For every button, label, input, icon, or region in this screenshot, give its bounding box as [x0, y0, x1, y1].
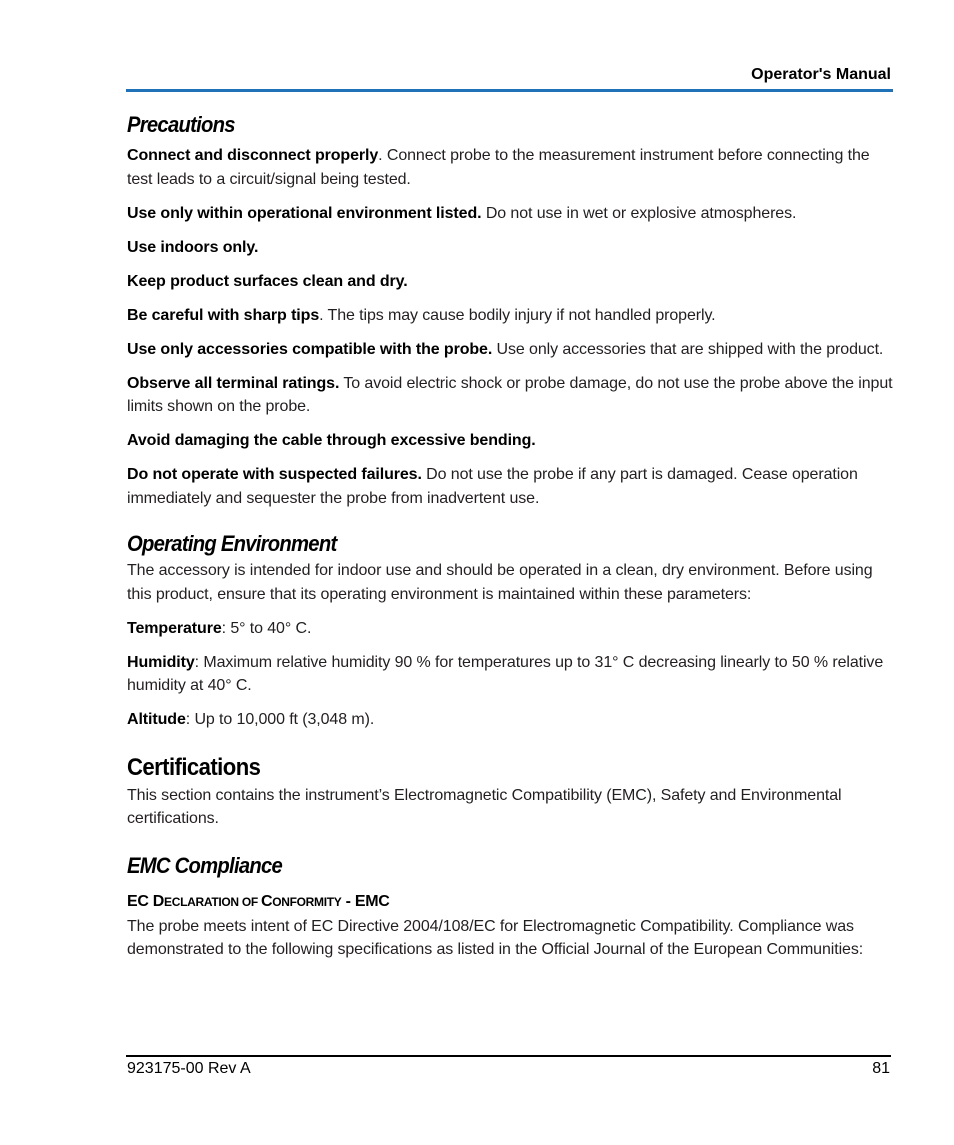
operating-environment-intro: The accessory is intended for indoor use and should be operated in a clean, dry environment. Before using this product, ensure that its operating environment is maintained within these parameters:: [127, 562, 873, 603]
item-text: : Up to 10,000 ft (3,048 m).: [185, 711, 375, 728]
footer-rule: [126, 1055, 891, 1057]
precautions-list: [127, 144, 893, 510]
item-text: Do not use the probe if any part is damaged. Cease operation immediately and sequester the probe from inadvertent use.: [127, 466, 858, 507]
header-title: Operator's Manual: [751, 66, 891, 83]
item-label: Connect and disconnect properly: [127, 147, 379, 164]
list-item: [127, 304, 893, 328]
item-text: To avoid electric shock or probe damage, do not use the probe above the input limits shown on the probe.: [127, 374, 893, 415]
list-item: [127, 617, 893, 641]
page-content: [127, 110, 893, 962]
footer-doc-number: 923175-00 Rev A: [127, 1060, 251, 1077]
emc-body: The probe meets intent of EC Directive 2004/108/EC for Electromagnetic Compatibility. Compliance was demonstrated to the following specifications as listed in the Official Journal of the European Communities:: [127, 917, 864, 958]
list-item: [127, 708, 893, 732]
list-item: [127, 144, 893, 191]
emc-compliance-heading: EMC Compliance: [127, 852, 283, 878]
list-item: [127, 236, 893, 260]
list-item: [127, 202, 893, 226]
item-label: Keep product surfaces clean and dry.: [127, 272, 408, 290]
list-item: [127, 429, 893, 453]
precautions-heading: Precautions: [127, 112, 235, 137]
item-label: Altitude: [127, 711, 186, 728]
item-label: Do not operate with suspected failures.: [127, 466, 422, 483]
item-label: Observe all terminal ratings.: [127, 374, 340, 392]
item-label: Use only within operational environment listed.: [127, 204, 482, 222]
item-label: Temperature: [127, 619, 222, 637]
item-text: . Connect probe to the measurement instrument before connecting the test leads to a circuit/signal being tested.: [127, 147, 870, 188]
item-label: Be careful with sharp tips: [127, 306, 320, 324]
item-text: : Maximum relative humidity 90 % for temperatures up to 31° C decreasing linearly to 50 % relative humidity at 40° C.: [127, 653, 884, 694]
item-label: Humidity: [127, 653, 195, 671]
list-item: [127, 651, 893, 698]
item-text: Do not use in wet or explosive atmospheres.: [481, 204, 797, 222]
item-label: Avoid damaging the cable through excessive bending.: [127, 432, 536, 449]
item-label: Use indoors only.: [127, 238, 259, 256]
certifications-intro: This section contains the instrument’s Electromagnetic Compatibility (EMC), Safety and Environmental certifications.: [127, 786, 842, 827]
operating-environment-heading: Operating Environment: [127, 531, 337, 556]
ec-declaration-heading: EC DECLARATION OF CONFORMITY - EMC: [127, 892, 390, 910]
header-rule: [126, 89, 893, 92]
footer-page-number: 81: [872, 1060, 890, 1077]
item-text: Use only accessories that are shipped with the product.: [492, 340, 884, 358]
item-label: Use only accessories compatible with the probe.: [127, 340, 493, 358]
item-text: : 5° to 40° C.: [221, 619, 312, 637]
certifications-heading: Certifications: [127, 753, 261, 781]
list-item: [127, 372, 893, 419]
list-item: [127, 270, 893, 294]
list-item: [127, 463, 893, 510]
item-text: . The tips may cause bodily injury if not handled properly.: [319, 306, 716, 324]
environment-list: [127, 617, 893, 732]
list-item: [127, 338, 893, 362]
